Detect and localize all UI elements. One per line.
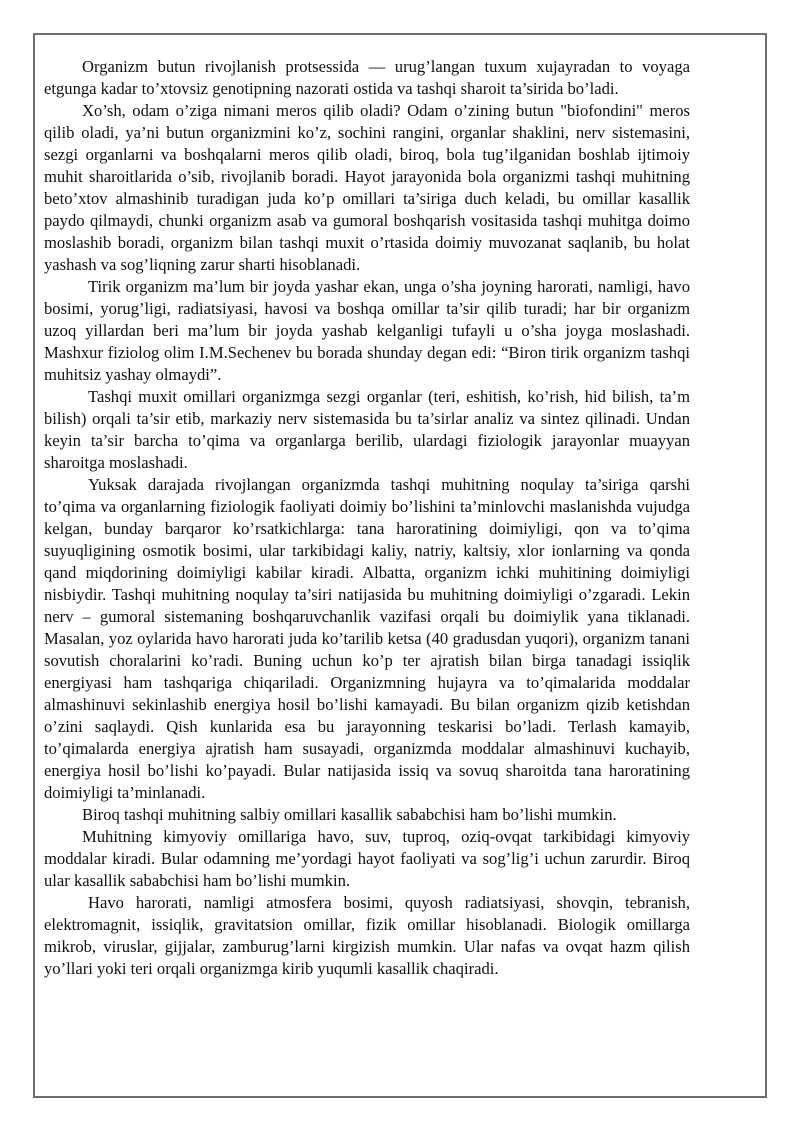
paragraph: Havo harorati, namligi atmosfera bosimi, quyosh radiatsiyasi, shovqin, tebranish, elektromagnit, issiqlik, gravitatsion omillar, fizik omillar hisoblanadi. Biologik omillarga mikrob, viruslar, gijjalar, zamburug’larni kirgizish mumkin. Ular nafas va ovqat hazm qilish yo’llari yoki teri orqali organizmga kirib yuqumli kasallik chaqiradi.	[44, 893, 690, 978]
paragraph: Yuksak darajada rivojlangan organizmda tashqi muhitning noqulay ta’siriga qarshi to’qima va organlarning fiziologik faoliyati doimiy bo’lishini ta’minlovchi maslanishda vujudga kelgan, bunday barqaror ko’rsatkichlarga: tana haroratining doimiyligi, qon va to’qima suyuqligining osmotik bosimi, ular tarkibidagi kaliy, natriy, kaltsiy, xlor ionlarning va qonda qand miqdorining doimiyligi kabilar kiradi. Albatta, organizm ichki muhitining doimiyligi nisbiydir. Tashqi muhitning noqulay ta’siri natijasida bu muhitning doimiyligi o’zgaradi. Lekin nerv – gumoral sistemaning boshqaruvchanlik vazifasi orqali bu doimiylik yana tiklanadi. Masalan, yoz oylarida havo harorati juda ko’tarilib ketsa (40 gradusdan yuqori), organizm tanani sovutish choralarini ko’radi. Buning uchun ko’p ter ajratish bilan birga tanadagi issiqlik energiyasi ham tashqariga chiqariladi. Organizmning hujayra va to’qimalarida moddalar almashinuvi sekinlashib energiya hosil bo’lishi kamayadi. Bu bilan organizm qizib ketishdan o’zini saqlaydi. Qish kunlarida esa bu jarayonning teskarisi bo’ladi. Terlash kamayib, to’qimalarda energiya ajratish ham susayadi, organizmda moddalar almashinuvi kuchayib, energiya hosil bo’lishi ko’payadi. Bular natijasida issiq va sovuq sharoitda tana haroratining doimiyligi ta’minlanadi.	[44, 475, 690, 802]
paragraph: Tashqi muxit omillari organizmga sezgi organlar (teri, eshitish, ko’rish, hid bilish, ta’m bilish) orqali ta’sir etib, markaziy nerv sistemasida bu ta’sirlar analiz va sintez qilinadi. Undan keyin ta’sir barcha to’qima va organlarga berilib, ulardagi fiziologik jarayonlar muayyan sharoitga moslashadi.	[44, 387, 690, 472]
paragraph: Xo’sh, odam o’ziga nimani meros qilib oladi? Odam o’zining butun "biofondini" meros qilib oladi, ya’ni butun organizmini ko’z, sochini rangini, organlar shaklini, nerv sistemasini, sezgi organlarni va boshqalarni meros qilib oladi, biroq, bola tug’ilganidan boshlab ijtimoiy muhit sharoitlarida o’sib, rivojlanib boradi. Hayot jarayonida bola organizmi tashqi muhitning beto’xtov almashinib turadigan juda ko’p omillari ta’siriga duch keladi, bu omillar kasallik paydo qilmaydi, chunki organizm asab va gumoral boshqarish vositasida tashqi muhitga doimo moslashib boradi, organizm bilan tashqi muxit o’rtasida doimiy muvozanat saqlanib, bu holat yashash va sog’liqning zarur sharti hisoblanadi.	[44, 101, 690, 274]
paragraph: Muhitning kimyoviy omillariga havo, suv, tuproq, oziq-ovqat tarkibidagi kimyoviy moddalar kiradi. Bular odamning me’yordagi hayot faoliyati va sog’lig’i uchun zarurdir. Biroq ular kasallik sababchisi ham bo’lishi mumkin.	[44, 827, 690, 890]
paragraph: Tirik organizm ma’lum bir joyda yashar ekan, unga o’sha joyning harorati, namligi, havo bosimi, yorug’ligi, radiatsiyasi, havosi va boshqa omillar ta’sir qilib turadi; har bir organizm uzoq yillardan beri ma’lum bir joyda yashab kelganligi tufayli u o’sha joyga moslashadi. Mashxur fiziolog olim I.M.Sechenev bu borada shunday degan edi: “Biron tirik organizm tashqi muhitsiz yashay olmaydi”.	[44, 277, 690, 384]
document-body	[44, 56, 690, 980]
paragraph: Biroq tashqi muhitning salbiy omillari kasallik sababchisi ham bo’lishi mumkin.	[82, 805, 617, 824]
paragraph: Organizm butun rivojlanish protsessida — urug’langan tuxum xujayradan to voyaga etgunga kadar to’xtovsiz genotipning nazorati ostida va tashqi sharoit ta’sirida bo’ladi.	[44, 57, 690, 98]
